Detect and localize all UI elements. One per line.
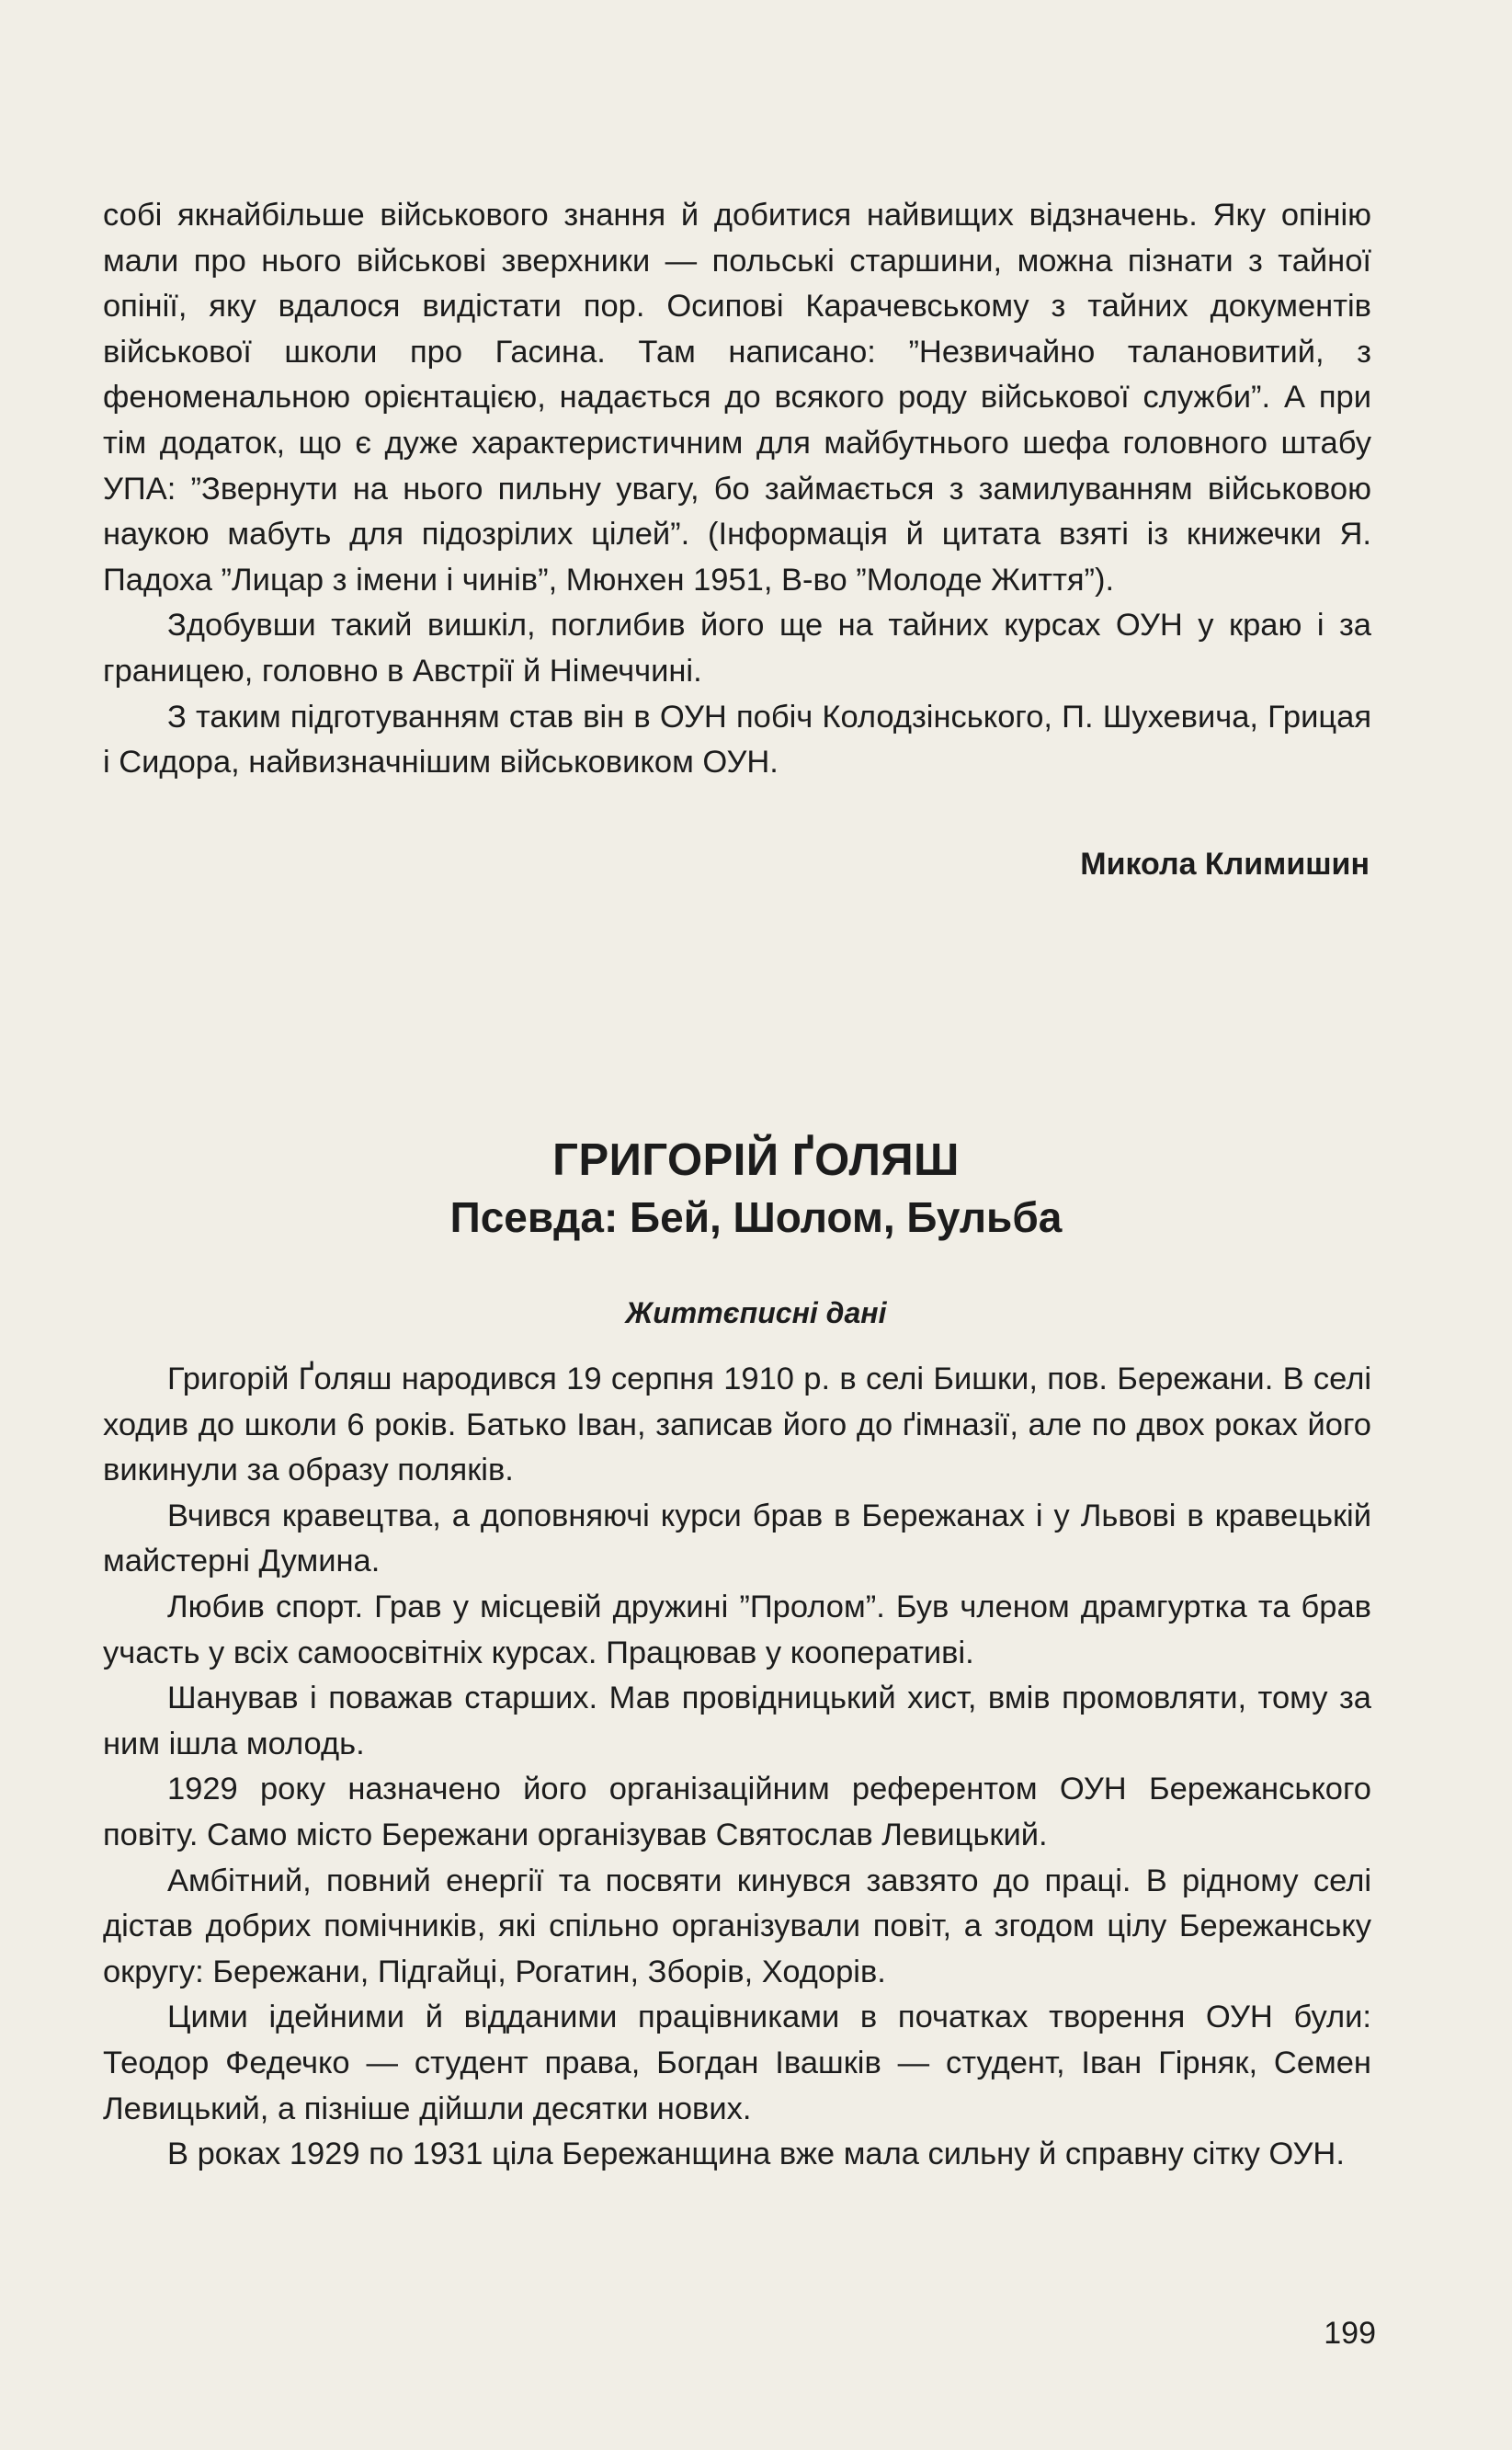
paragraph: Любив спорт. Грав у місцевій дружині ”Пролом”. Був членом драмгуртка та брав участь у всіх самоосвітніх курсах. Працював у кооперативі. xyxy=(103,1589,1371,1670)
paragraph: Здобувши такий вишкіл, поглибив його ще на тайних курсах ОУН у краю і за границею, головно в Австрії й Німеччині. xyxy=(103,608,1371,689)
paragraph: В роках 1929 по 1931 ціла Бережанщина вже мала сильну й справну сітку ОУН. xyxy=(167,2137,1345,2172)
paragraph: Цими ідейними й відданими працівниками в початках творення ОУН були: Теодор Федечко — студент права, Богдан Івашків — студент, Іван Гірняк, Семен Левицький, а пізніше дійшли десятки нових. xyxy=(103,2000,1371,2126)
section-heading: Життєписні дані xyxy=(625,1296,887,1329)
biography-text-block xyxy=(103,1357,1371,2178)
paragraph: 1929 року назначено його організаційним референтом ОУН Бережанського повіту. Само місто Бережани організував Святослав Левицький. xyxy=(103,1772,1371,1852)
paragraph: Вчився кравецтва, а доповняючі курси брав в Бережанах і у Львові в кравецькій майстерні Думина. xyxy=(103,1498,1371,1579)
paragraph: Григорій Ґоляш народився 19 серпня 1910 р. в селі Бишки, пов. Бережани. В селі ходив до школи 6 років. Батько Іван, записав його до ґімназії, але по двох роках його викинули за образу поляків. xyxy=(103,1362,1371,1488)
pseudonyms-subtitle: Псевда: Бей, Шолом, Бульба xyxy=(449,1193,1063,1241)
biography-title: ГРИГОРІЙ ҐОЛЯШ xyxy=(552,1135,960,1185)
page-number: 199 xyxy=(1324,2316,1376,2351)
continued-text-block xyxy=(103,193,1371,786)
paragraph: З таким підготуванням став він в ОУН побіч Колодзінського, П. Шухевича, Грицая і Сидора, найвизначнішим військовиком ОУН. xyxy=(103,699,1371,781)
author-signature: Микола Климишин xyxy=(1080,847,1370,882)
paragraph: собі якнайбільше військового знання й добитися найвищих відзначень. Яку опінію мали про нього військові зверхники — польські старшини, можна пізнати з тайної опінії, яку вдалося видістати пор. Осипові Карачевському з тайних документів військової школи про Гасина. Там написано: ”Незвичайно талановитий, з феноменальною орієнтацією, надається до всякого роду військової служби”. А при тім додаток, що є дуже характеристичним для майбутнього шефа головного штабу УПА: ”Звернути на нього пильну увагу, бо займається з замилуванням військовою наукою мабуть для підозрілих цілей”. (Інформація й цитата взяті із книжечки Я. Падоха ”Лицар з імени і чинів”, Мюнхен 1951, В-во ”Молоде Життя”). xyxy=(103,198,1371,598)
paragraph: Амбітний, повний енергії та посвяти кинувся завзято до праці. В рідному селі дістав добрих помічників, які спільно організували повіт, а згодом цілу Бережанську округу: Бережани, Підгайці, Рогатин, Зборів, Ходорів. xyxy=(103,1863,1371,1989)
paragraph: Шанував і поважав старших. Мав провідницький хист, вмів промовляти, тому за ним ішла молодь. xyxy=(103,1681,1371,1761)
